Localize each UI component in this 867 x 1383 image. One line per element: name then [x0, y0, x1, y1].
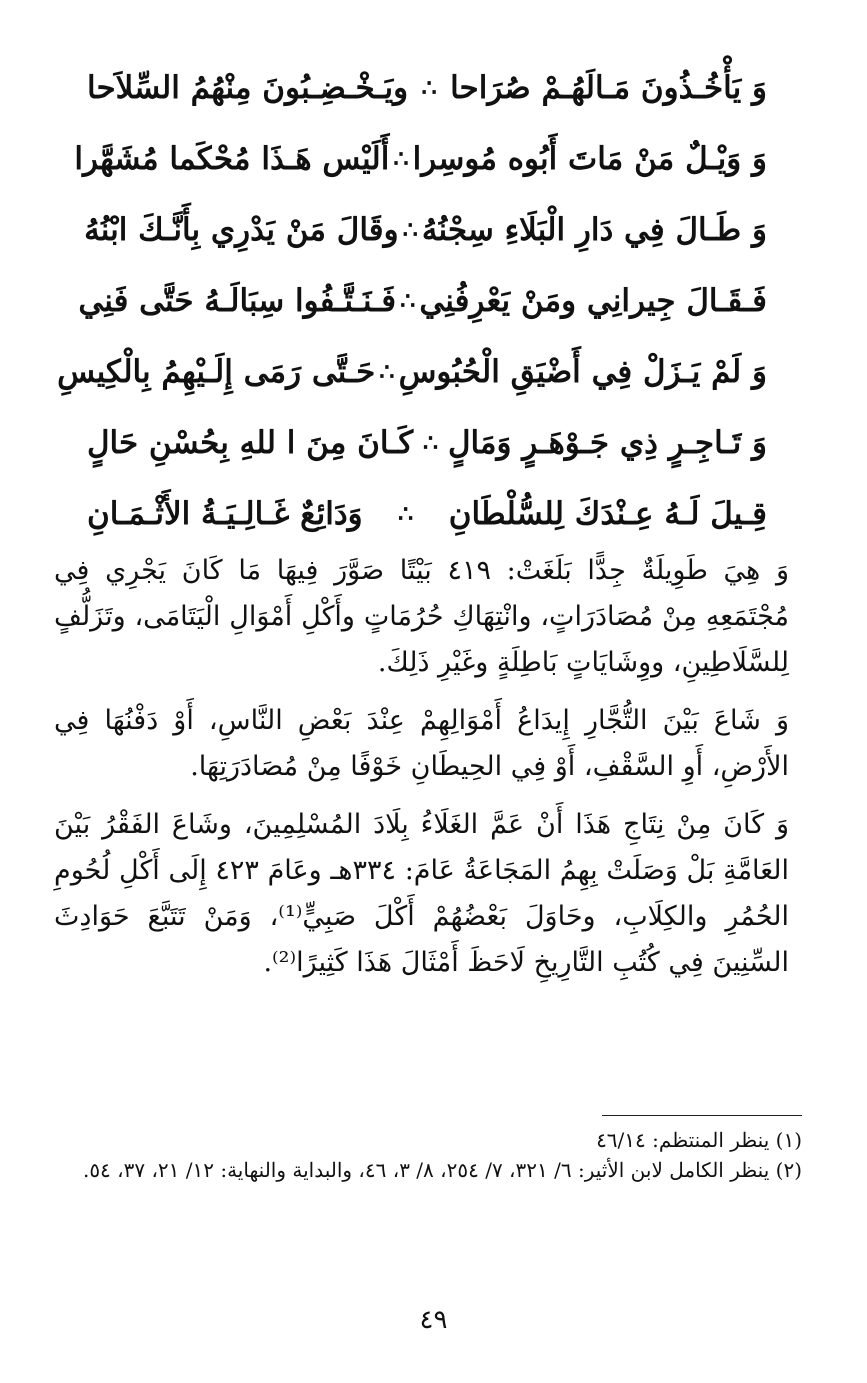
body-text [54, 548, 789, 998]
verse-separator: ∴ [379, 357, 395, 386]
verse-first-hemistich: وَ لَمْ يَـزَلْ فِي أَضْيَقِ الْحُبُوسِ [398, 353, 767, 390]
verse-first-hemistich: وَ تَـاجِـرٍ ذِي جَـوْهَـرٍ وَمَالٍ [447, 424, 767, 461]
poem-verse [74, 123, 767, 194]
verse-separator: ∴ [398, 499, 414, 528]
footnote: (٢) ينظر الكامل لابن الأثير: ٦/ ٣٢١، ٧/ ٢٥٤، ٨/ ٣، ٤٦، والبداية والنهاية: ١٢/ ٢١، ٣٧، ٥٤. [82, 1158, 802, 1182]
verse-first-hemistich: وَ وَيْـلٌ مَنْ مَاتَ أَبُوه مُوسِرا [412, 140, 767, 177]
footnotes [57, 1125, 802, 1185]
paragraph: وَ هِيَ طَوِيلَةٌ جِدًّا بَلَغَتْ: ٤١٩ بَيْتًا صَوَّرَ فِيهَا مَا كَانَ يَجْرِي فِي مُجْتَمَعِهِ مِنْ مُصَادَرَاتٍ، وانْتِهَاكِ حُرُمَاتٍ وأَكْلِ أَمْوَالِ الْيَتَامَى، وتَزَلُّفٍ لِلسَّلَاطِينِ، ووِشَايَاتٍ بَاطِلَةٍ وغَيْرِ ذَلِكَ. [54, 555, 789, 678]
paragraph: وَ شَاعَ بَيْنَ التُّجَّارِ إِيدَاعُ أَمْوَالِهِمْ عِنْدَ بَعْضِ النَّاسِ، أَوْ دَفْنُهَا فِي الأَرْضِ، أَوِ السَّقْفِ، أَوْ فِي الحِيطَانِ خَوْفًا مِنْ مُصَادَرَتِهَا. [54, 705, 789, 782]
verse-separator: ∴ [422, 428, 439, 457]
verse-first-hemistich: وَ طَـالَ فِي دَارِ الْبَلَاءِ سِجْنُهُ [421, 211, 767, 248]
poem-verse [57, 336, 767, 407]
verse-second-hemistich: أَلَيْس هَـذَا مُحْكَما مُشَهَّرا [74, 140, 390, 177]
paragraph: وَ كَانَ مِنْ نِتَاجِ هَذَا أَنْ عَمَّ الغَلَاءُ بِلَادَ المُسْلِمِينَ، وشَاعَ الفَقْرُ بَيْنَ العَامَّةِ بَلْ وَصَلَتْ بِهِمُ المَجَاعَةُ عَامَ: ٣٣٤هـ وعَامَ ٤٢٣ إِلَى أَكْلِ لُحُومِ الحُمُرِ والكِلَابِ، وحَاوَلَ بَعْضُهُمْ أَكْلَ صَبِيٍّ⁽¹⁾، وَمَنْ تَتَبَّعَ حَوَادِثَ السِّنِينَ فِي كُتُبِ التَّارِيخِ لَاحَظَ أَمْثَالَ هَذَا كَثِيرًا⁽²⁾. [54, 809, 790, 978]
verse-second-hemistich: ويَـخْـضِـبُونَ مِنْهُمُ السِّلاَحا [87, 69, 409, 106]
verse-separator: ∴ [421, 73, 437, 102]
poem [57, 52, 767, 549]
verse-second-hemistich: فَـنَـتَّـفُوا سِبَالَـهُ حَتَّى فَنِي [78, 282, 397, 319]
verse-separator: ∴ [402, 215, 418, 244]
poem-verse [87, 478, 767, 549]
verse-separator: ∴ [393, 144, 409, 173]
verse-first-hemistich: وَ يَأْخُـذُونَ مَـالَهُـمْ صُرَاحا [450, 69, 767, 106]
poem-verse [87, 407, 767, 478]
verse-second-hemistich: حَـتَّى رَمَى إِلَـيْهِمُ بِالْكِيسِ [57, 353, 376, 390]
footnote-divider [602, 1115, 802, 1116]
poem-verse [78, 265, 767, 336]
verse-first-hemistich: فَـقَـالَ جِيرانِي ومَنْ يَعْرِفُنِي [419, 282, 767, 319]
verse-second-hemistich: وَدَائِعٌ غَـالِـيَـةُ الأَثْـمَـانِ [87, 495, 363, 532]
poem-verse [84, 194, 767, 265]
verse-second-hemistich: كَـانَ مِنَ ا للهِ بِحُسْنِ حَالٍ [87, 424, 414, 461]
verse-second-hemistich: وقَالَ مَنْ يَدْرِي بِأَنَّـكَ ابْنُهُ [84, 211, 399, 248]
page-number: ٤٩ [419, 1305, 448, 1335]
verse-first-hemistich: قِـيلَ لَـهُ عِـنْدَكَ لِلسُّلْطَانِ [448, 495, 767, 532]
verse-separator: ∴ [400, 286, 416, 315]
footnote: (١) ينظر المنتظم: ٤٦/١٤ [596, 1128, 802, 1152]
poem-verse [87, 52, 767, 123]
